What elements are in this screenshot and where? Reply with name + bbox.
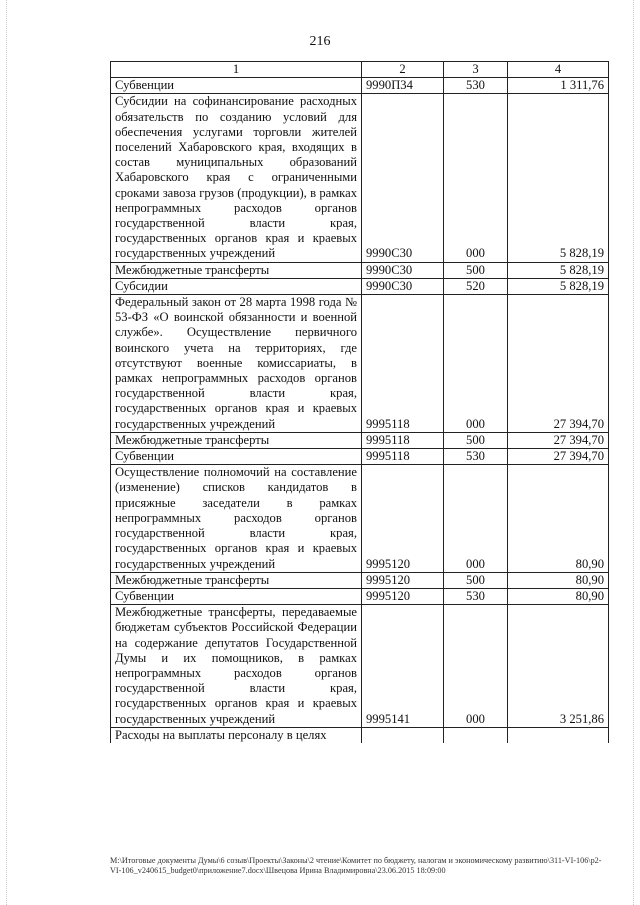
column-header-2: 2 xyxy=(362,62,444,78)
table-row xyxy=(111,465,609,572)
table-row xyxy=(111,278,609,294)
table-row xyxy=(111,605,609,728)
row-code: 9995120 xyxy=(362,572,444,588)
table-row xyxy=(111,727,609,743)
table-row xyxy=(111,94,609,262)
row-amount: 27 394,70 xyxy=(508,295,609,433)
column-header-4: 4 xyxy=(508,62,609,78)
row-code: 9990С30 xyxy=(362,262,444,278)
column-header-3: 3 xyxy=(444,62,508,78)
row-name: Федеральный закон от 28 марта 1998 года № 53-ФЗ «О воинской обязанности и военной службе». Осуществление первичного воинского учета на территориях, где отсутствуют военные комиссариаты, в рамках непрограммных расходов органов государственной власти края, государственных органов края и краевых государственных учреждений xyxy=(111,295,362,433)
row-amount: 80,90 xyxy=(508,572,609,588)
footer-file-path: M:\Итоговые документы Думы\6 созыв\Проекты\Законы\2 чтение\Комитет по бюджету, налогам и экономическому развитию\311-VI-106\р2-VI-106_v240615_budget0\приложение7.docx\Швецова Ирина Владимировна\23.06.2015 18:09:00 xyxy=(110,856,602,875)
row-name: Межбюджетные трансферты, передаваемые бюджетам субъектов Российской Федерации на содержание депутатов Государственной Думы и их помощников, в рамках непрограммных расходов органов государственной власти края, государственных органов края и краевых государственных учреждений xyxy=(111,605,362,728)
scan-edge-left xyxy=(0,0,7,905)
scan-edge-right xyxy=(633,0,640,905)
row-amount: 1 311,76 xyxy=(508,78,609,94)
row-code: 9995118 xyxy=(362,449,444,465)
row-code: 9990П34 xyxy=(362,78,444,94)
row-vr: 000 xyxy=(444,605,508,728)
row-vr: 500 xyxy=(444,572,508,588)
row-vr: 520 xyxy=(444,278,508,294)
row-amount: 80,90 xyxy=(508,465,609,572)
row-amount: 5 828,19 xyxy=(508,94,609,262)
row-code xyxy=(362,727,444,743)
page-number: 216 xyxy=(309,34,331,49)
column-header-1: 1 xyxy=(111,62,362,78)
row-code: 9995120 xyxy=(362,465,444,572)
row-name: Субвенции xyxy=(111,78,362,94)
row-code: 9995120 xyxy=(362,588,444,604)
row-amount xyxy=(508,727,609,743)
row-vr: 530 xyxy=(444,78,508,94)
row-vr: 530 xyxy=(444,588,508,604)
row-vr: 500 xyxy=(444,262,508,278)
row-amount: 3 251,86 xyxy=(508,605,609,728)
row-vr: 500 xyxy=(444,432,508,448)
table-row xyxy=(111,572,609,588)
row-name: Межбюджетные трансферты xyxy=(111,572,362,588)
row-name: Расходы на выплаты персоналу в целях xyxy=(111,727,362,743)
table-header-row xyxy=(111,62,609,78)
table-row xyxy=(111,432,609,448)
row-amount: 5 828,19 xyxy=(508,278,609,294)
row-vr: 000 xyxy=(444,465,508,572)
row-name: Межбюджетные трансферты xyxy=(111,262,362,278)
row-vr: 000 xyxy=(444,94,508,262)
row-name: Субсидии на софинансирование расходных обязательств по созданию условий для обеспечения услугами торговли жителей поселений Хабаровского края, входящих в состав муниципальных образований Хабаровского края с ограниченными сроками завоза грузов (продукции), в рамках непрограммных расходов органов государственной власти края, государственных органов края и краевых государственных учреждений xyxy=(111,94,362,262)
row-amount: 27 394,70 xyxy=(508,432,609,448)
row-name: Осуществление полномочий на составление (изменение) списков кандидатов в присяжные заседатели в рамках непрограммных расходов органов государственной власти края, государственных органов края и краевых государственных учреждений xyxy=(111,465,362,572)
row-name: Межбюджетные трансферты xyxy=(111,432,362,448)
row-code: 9995118 xyxy=(362,432,444,448)
row-code: 9990С30 xyxy=(362,94,444,262)
row-code: 9990С30 xyxy=(362,278,444,294)
table-row xyxy=(111,78,609,94)
table-row xyxy=(111,449,609,465)
row-code: 9995118 xyxy=(362,295,444,433)
table-row xyxy=(111,295,609,433)
row-amount: 5 828,19 xyxy=(508,262,609,278)
row-amount: 80,90 xyxy=(508,588,609,604)
row-vr: 530 xyxy=(444,449,508,465)
table-row xyxy=(111,262,609,278)
row-vr: 000 xyxy=(444,295,508,433)
row-name: Субсидии xyxy=(111,278,362,294)
table-row xyxy=(111,588,609,604)
row-amount: 27 394,70 xyxy=(508,449,609,465)
row-name: Субвенции xyxy=(111,588,362,604)
row-vr xyxy=(444,727,508,743)
budget-table xyxy=(110,61,609,743)
row-name: Субвенции xyxy=(111,449,362,465)
row-code: 9995141 xyxy=(362,605,444,728)
budget-table-body xyxy=(111,62,609,743)
